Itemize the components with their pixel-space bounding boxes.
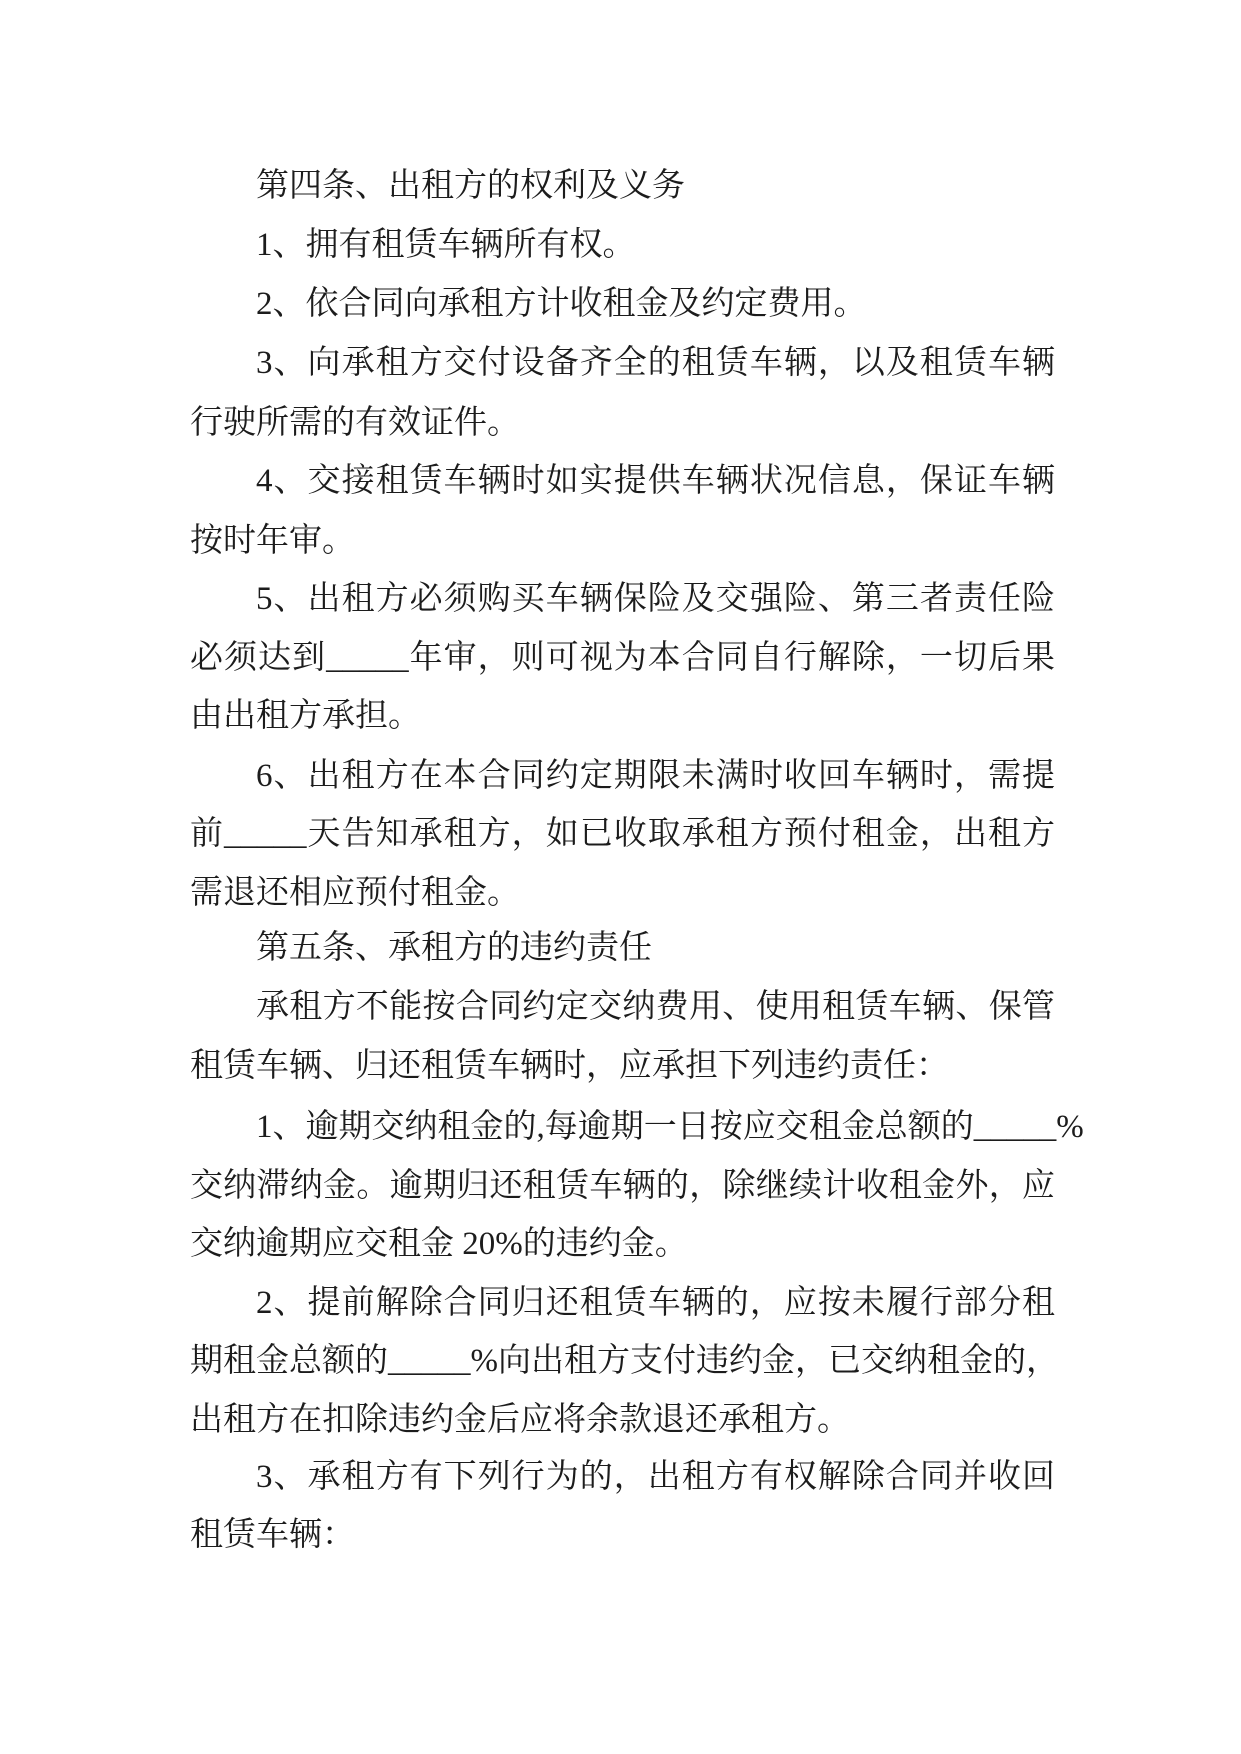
text-line: 租赁车辆： — [190, 1517, 355, 1553]
text-line: 交纳滞纳金。逾期归还租赁车辆的，除继续计收租金外，应 — [190, 1168, 1055, 1204]
text-line: 3、承租方有下列行为的，出租方有权解除合同并收回 — [256, 1459, 1055, 1495]
text-line: 第四条、出租方的权利及义务 — [256, 168, 685, 204]
text-line: 出租方在扣除违约金后应将余款退还承租方。 — [190, 1402, 850, 1438]
text-line: 期租金总额的_____%向出租方支付违约金，已交纳租金的， — [190, 1343, 1059, 1379]
text-line: 前_____天告知承租方，如已收取承租方预付租金，出租方 — [190, 816, 1055, 852]
text-line: 1、逾期交纳租金的,每逾期一日按应交租金总额的_____% — [256, 1109, 1084, 1145]
text-line: 由出租方承担。 — [190, 698, 421, 734]
text-line: 按时年审。 — [190, 523, 355, 559]
text-line: 1、拥有租赁车辆所有权。 — [256, 227, 636, 263]
text-line: 2、依合同向承租方计收租金及约定费用。 — [256, 286, 867, 322]
text-line: 必须达到_____年审，则可视为本合同自行解除，一切后果 — [190, 640, 1055, 676]
text-line: 3、向承租方交付设备齐全的租赁车辆，以及租赁车辆 — [256, 345, 1055, 381]
text-line: 6、出租方在本合同约定期限未满时收回车辆时，需提 — [256, 758, 1055, 794]
text-line: 4、交接租赁车辆时如实提供车辆状况信息，保证车辆 — [256, 463, 1055, 499]
text-line: 交纳逾期应交租金 20%的违约金。 — [190, 1226, 688, 1262]
text-line: 需退还相应预付租金。 — [190, 875, 520, 911]
text-line: 2、提前解除合同归还租赁车辆的，应按未履行部分租 — [256, 1285, 1055, 1321]
text-line: 5、出租方必须购买车辆保险及交强险、第三者责任险 — [256, 581, 1055, 617]
text-line: 行驶所需的有效证件。 — [190, 405, 520, 441]
text-line: 承租方不能按合同约定交纳费用、使用租赁车辆、保管 — [256, 989, 1055, 1025]
text-line: 第五条、承租方的违约责任 — [256, 930, 652, 966]
text-line: 租赁车辆、归还租赁车辆时，应承担下列违约责任： — [190, 1048, 949, 1084]
